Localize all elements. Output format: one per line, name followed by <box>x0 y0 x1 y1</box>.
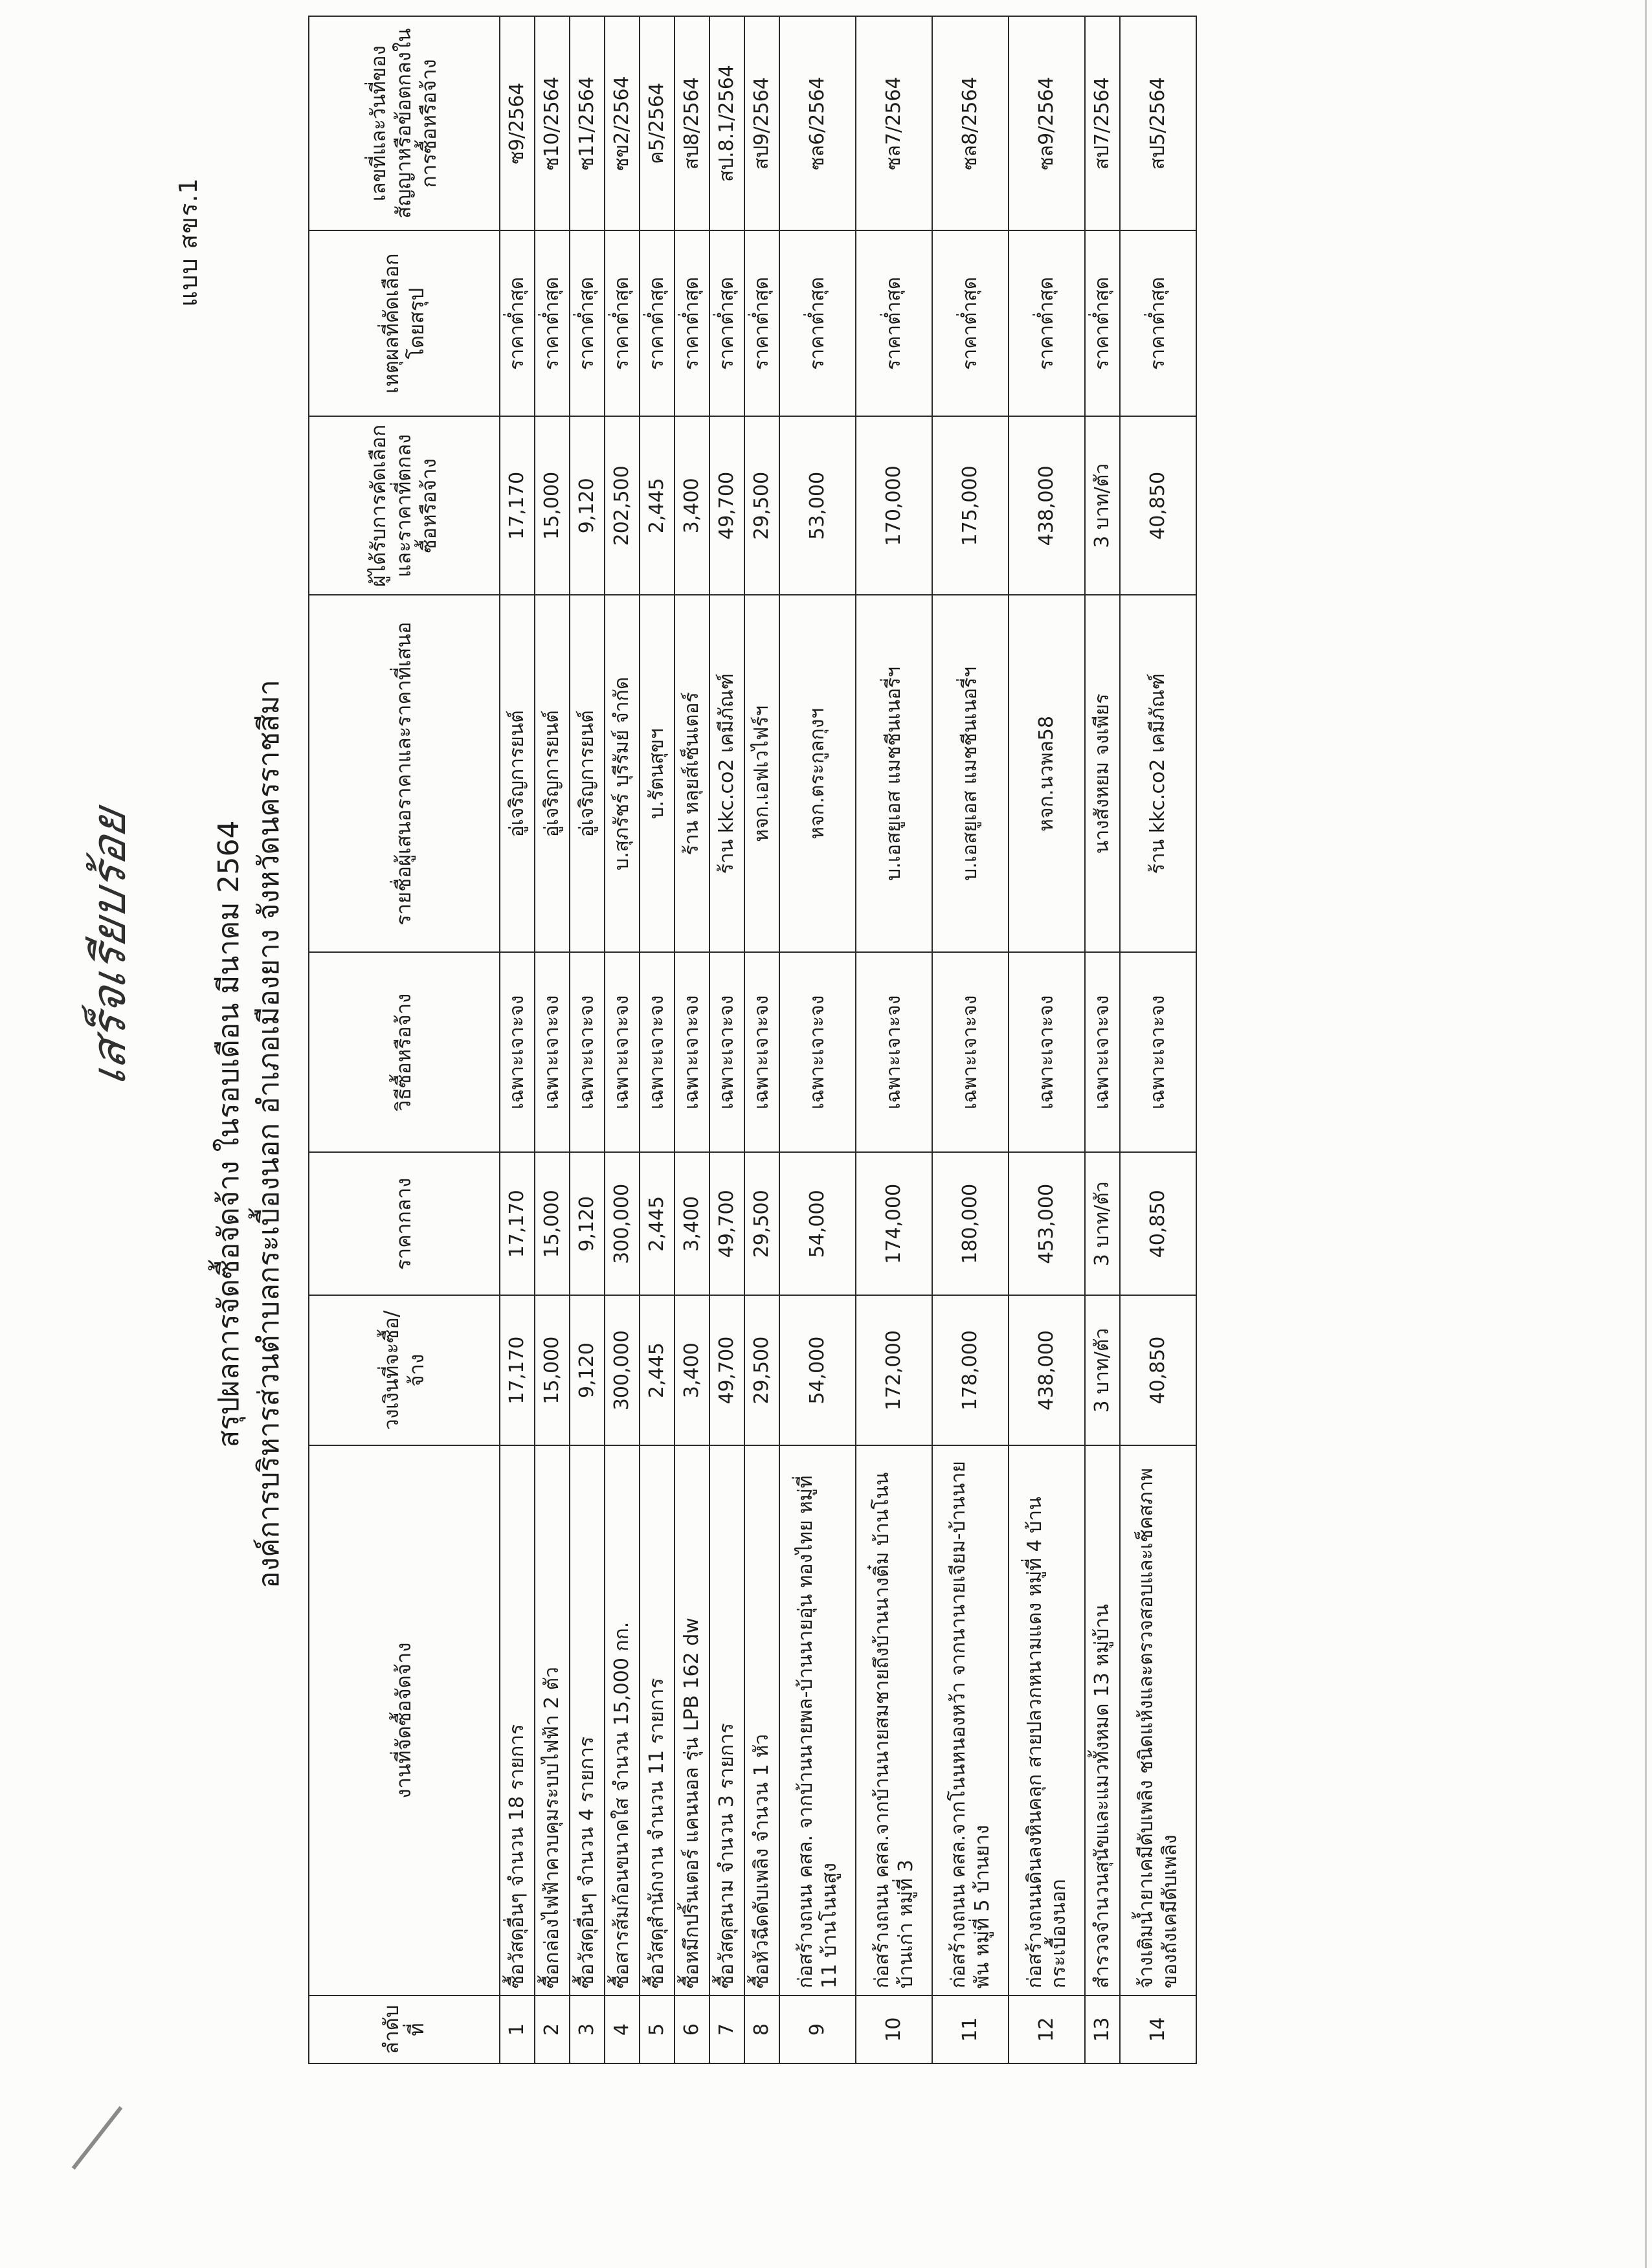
cell-bidders: บ.เอสยูเอส แมชชีนเนอรี่ฯ <box>856 595 932 952</box>
cell-bidders: ร้าน kkc.co2 เคมีภัณฑ์ <box>1120 595 1196 952</box>
cell-no: 2 <box>535 1996 570 2063</box>
handwritten-note: เสร็จเรียบร้อย <box>82 803 136 1089</box>
cell-winner: 175,000 <box>932 416 1009 595</box>
cell-winner: 438,000 <box>1009 416 1085 595</box>
cell-no: 8 <box>744 1996 779 2063</box>
cell-reason: ราคาต่ำสุด <box>856 230 932 416</box>
cell-no: 7 <box>709 1996 744 2063</box>
cell-method: เฉพาะเจาะจง <box>932 952 1009 1152</box>
table-row <box>744 16 779 2063</box>
cell-budget: 300,000 <box>605 1295 640 1445</box>
cell-reason: ราคาต่ำสุด <box>605 230 640 416</box>
cell-contract: สป9/2564 <box>744 16 779 230</box>
cell-bidders: ร้าน kkc.co2 เคมีภัณฑ์ <box>709 595 744 952</box>
cell-contract: ซข2/2564 <box>605 16 640 230</box>
cell-winner: 3,400 <box>675 416 709 595</box>
cell-item: จ้างเติมน้ำยาเคมีดับเพลิง ชนิดแห้งและตรวจสอบและเช็คสภาพของถังเคมีดับเพลิง <box>1120 1445 1196 1996</box>
cell-budget: 15,000 <box>535 1295 570 1445</box>
cell-contract: ค5/2564 <box>640 16 675 230</box>
cell-no: 9 <box>779 1996 856 2063</box>
table-row <box>675 16 709 2063</box>
cell-median: 17,170 <box>500 1152 535 1295</box>
cell-median: 54,000 <box>779 1152 856 1295</box>
cell-no: 11 <box>932 1996 1009 2063</box>
table-row <box>605 16 640 2063</box>
table-row <box>535 16 570 2063</box>
cell-no: 4 <box>605 1996 640 2063</box>
table-row <box>1009 16 1085 2063</box>
cell-reason: ราคาต่ำสุด <box>675 230 709 416</box>
cell-bidders: หจก.นวพล58 <box>1009 595 1085 952</box>
cell-method: เฉพาะเจาะจง <box>640 952 675 1152</box>
cell-no: 1 <box>500 1996 535 2063</box>
cell-method: เฉพาะเจาะจง <box>779 952 856 1152</box>
cell-budget: 172,000 <box>856 1295 932 1445</box>
cell-contract: ซล8/2564 <box>932 16 1009 230</box>
cell-median: 3 บาท/ตัว <box>1085 1152 1120 1295</box>
table-header-row <box>309 16 500 2063</box>
cell-median: 49,700 <box>709 1152 744 1295</box>
cell-winner: 49,700 <box>709 416 744 595</box>
cell-budget: 438,000 <box>1009 1295 1085 1445</box>
table-row <box>640 16 675 2063</box>
cell-contract: ซ11/2564 <box>570 16 605 230</box>
cell-contract: ซล7/2564 <box>856 16 932 230</box>
cell-item: ซื้อวัสดุอื่นๆ จำนวน 18 รายการ <box>500 1445 535 1996</box>
cell-contract: สป7/2564 <box>1085 16 1120 230</box>
cell-bidders: หจก.เอฟเวไฟร์ฯ <box>744 595 779 952</box>
cell-reason: ราคาต่ำสุด <box>1009 230 1085 416</box>
cell-method: เฉพาะเจาะจง <box>500 952 535 1152</box>
cell-winner: 3 บาท/ตัว <box>1085 416 1120 595</box>
cell-contract: ซล6/2564 <box>779 16 856 230</box>
cell-contract: สป.8.1/2564 <box>709 16 744 230</box>
cell-reason: ราคาต่ำสุด <box>932 230 1009 416</box>
cell-reason: ราคาต่ำสุด <box>744 230 779 416</box>
cell-reason: ราคาต่ำสุด <box>779 230 856 416</box>
cell-item: ก่อสร้างถนน คสล.จากบ้านนายสมชายถึงบ้านนางติ๋ม บ้านโนนบ้านเก่า หมู่ที่ 3 <box>856 1445 932 1996</box>
cell-winner: 202,500 <box>605 416 640 595</box>
cell-budget: 40,850 <box>1120 1295 1196 1445</box>
cell-budget: 3,400 <box>675 1295 709 1445</box>
cell-item: ซื้อวัสดุอื่นๆ จำนวน 4 รายการ <box>570 1445 605 1996</box>
cell-method: เฉพาะเจาะจง <box>570 952 605 1152</box>
header-item: งานที่จัดซื้อจัดจ้าง <box>309 1445 500 1996</box>
table-row <box>856 16 932 2063</box>
cell-winner: 40,850 <box>1120 416 1196 595</box>
cell-method: เฉพาะเจาะจง <box>605 952 640 1152</box>
cell-method: เฉพาะเจาะจง <box>1009 952 1085 1152</box>
cell-no: 5 <box>640 1996 675 2063</box>
header-method: วิธีซื้อหรือจ้าง <box>309 952 500 1152</box>
document-title: สรุปผลการจัดซื้อจัดจ้าง ในรอบเดือน มีนาคม 2564 <box>212 820 245 1448</box>
cell-reason: ราคาต่ำสุด <box>535 230 570 416</box>
cell-item: ซื้อวัสดุสนาม จำนวน 3 รายการ <box>709 1445 744 1996</box>
cell-item: ซื้อสารส้มก้อนขนาดใส จำนวน 15,000 กก. <box>605 1445 640 1996</box>
cell-winner: 29,500 <box>744 416 779 595</box>
cell-budget: 17,170 <box>500 1295 535 1445</box>
cell-bidders: อู่เจริญการยนต์ <box>535 595 570 952</box>
cell-bidders: บ.รัตนสุขฯ <box>640 595 675 952</box>
cell-median: 180,000 <box>932 1152 1009 1295</box>
cell-item: ก่อสร้างถนน คสล.จากโนนหนองหว้า จากนานายเจียม-บ้านนายพัน หมู่ที่ 5 บ้านยาง <box>932 1445 1009 1996</box>
cell-winner: 15,000 <box>535 416 570 595</box>
cell-method: เฉพาะเจาะจง <box>535 952 570 1152</box>
cell-winner: 170,000 <box>856 416 932 595</box>
cell-item: ซื้อกล่องไฟฟ้าควบคุมระบบไฟฟ้า 2 ตัว <box>535 1445 570 1996</box>
cell-item: ก่อสร้างถนนดินลงหินคลุก สายปลวกหนามแดง หมู่ที่ 4 บ้านกระเบื้องนอก <box>1009 1445 1085 1996</box>
cell-winner: 17,170 <box>500 416 535 595</box>
cell-method: เฉพาะเจาะจง <box>675 952 709 1152</box>
cell-median: 300,000 <box>605 1152 640 1295</box>
cell-no: 6 <box>675 1996 709 2063</box>
header-reason: เหตุผลที่คัดเลือกโดยสรุป <box>309 230 500 416</box>
cell-bidders: บ.เอสยูเอส แมชชีนเนอรี่ฯ <box>932 595 1009 952</box>
cell-reason: ราคาต่ำสุด <box>709 230 744 416</box>
cell-bidders: อู่เจริญการยนต์ <box>500 595 535 952</box>
cell-no: 10 <box>856 1996 932 2063</box>
header-winner: ผู้ได้รับการคัดเลือกและราคาที่ตกลงซื้อหรือจ้าง <box>309 416 500 595</box>
cell-contract: ซล9/2564 <box>1009 16 1085 230</box>
cell-no: 3 <box>570 1996 605 2063</box>
cell-bidders: ร้าน หลุยส์เซ็นเตอร์ <box>675 595 709 952</box>
table-row <box>1120 16 1196 2063</box>
cell-median: 29,500 <box>744 1152 779 1295</box>
cell-contract: สป5/2564 <box>1120 16 1196 230</box>
procurement-table <box>308 16 1197 2064</box>
cell-median: 2,445 <box>640 1152 675 1295</box>
cell-contract: ซ10/2564 <box>535 16 570 230</box>
cell-budget: 3 บาท/ตัว <box>1085 1295 1120 1445</box>
cell-item: ซื้อหัวฉีดดับเพลิง จำนวน 1 หัว <box>744 1445 779 1996</box>
cell-bidders: บ.สุภรัชร์ บุรีรัมย์ จำกัด <box>605 595 640 952</box>
table-row <box>1085 16 1120 2063</box>
table-row <box>709 16 744 2063</box>
cell-item: สำรวจจำนวนสุนัขและแมวทั้งหมด 13 หมู่บ้าน <box>1085 1445 1120 1996</box>
form-code: แบบ สขร.1 <box>174 177 203 307</box>
table-row <box>932 16 1009 2063</box>
table-row <box>779 16 856 2063</box>
cell-median: 15,000 <box>535 1152 570 1295</box>
cell-winner: 2,445 <box>640 416 675 595</box>
cell-reason: ราคาต่ำสุด <box>640 230 675 416</box>
header-contract: เลขที่และวันที่ของสัญญาหรือข้อตกลงในการซื้อหรือจ้าง <box>309 16 500 230</box>
cell-no: 13 <box>1085 1996 1120 2063</box>
cell-item: ซื้อวัสดุสำนักงาน จำนวน 11 รายการ <box>640 1445 675 1996</box>
cell-method: เฉพาะเจาะจง <box>744 952 779 1152</box>
cell-budget: 49,700 <box>709 1295 744 1445</box>
cell-bidders: นางสังหยม จงเพียร <box>1085 595 1120 952</box>
cell-method: เฉพาะเจาะจง <box>856 952 932 1152</box>
header-no: ลำดับที่ <box>309 1996 500 2063</box>
cell-method: เฉพาะเจาะจง <box>1085 952 1120 1152</box>
cell-method: เฉพาะเจาะจง <box>1120 952 1196 1152</box>
header-bidders: รายชื่อผู้เสนอราคาและราคาที่เสนอ <box>309 595 500 952</box>
cell-budget: 178,000 <box>932 1295 1009 1445</box>
cell-contract: ซ9/2564 <box>500 16 535 230</box>
cell-budget: 54,000 <box>779 1295 856 1445</box>
cell-no: 14 <box>1120 1996 1196 2063</box>
cell-contract: สป8/2564 <box>675 16 709 230</box>
cell-budget: 9,120 <box>570 1295 605 1445</box>
cell-method: เฉพาะเจาะจง <box>709 952 744 1152</box>
cell-reason: ราคาต่ำสุด <box>1085 230 1120 416</box>
cell-bidders: อู่เจริญการยนต์ <box>570 595 605 952</box>
header-budget: วงเงินที่จะซื้อ/จ้าง <box>309 1295 500 1445</box>
cell-reason: ราคาต่ำสุด <box>500 230 535 416</box>
cell-item: ก่อสร้างถนน คสล. จากบ้านนายพล-บ้านนายอุ่น ทองไทย หมู่ที่ 11 บ้านโนนสูง <box>779 1445 856 1996</box>
cell-reason: ราคาต่ำสุด <box>570 230 605 416</box>
cell-reason: ราคาต่ำสุด <box>1120 230 1196 416</box>
cell-winner: 9,120 <box>570 416 605 595</box>
cell-budget: 29,500 <box>744 1295 779 1445</box>
cell-budget: 2,445 <box>640 1295 675 1445</box>
cell-median: 453,000 <box>1009 1152 1085 1295</box>
cell-median: 9,120 <box>570 1152 605 1295</box>
table-row <box>570 16 605 2063</box>
header-median: ราคากลาง <box>309 1152 500 1295</box>
table-body <box>500 16 1196 2063</box>
cell-median: 3,400 <box>675 1152 709 1295</box>
cell-item: ซื้อหมึกปริ้นเตอร์ แคนนอล รุ่น LPB 162 dw <box>675 1445 709 1996</box>
cell-median: 174,000 <box>856 1152 932 1295</box>
cell-no: 12 <box>1009 1996 1085 2063</box>
cell-bidders: หจก.ตระกูลกุงฯ <box>779 595 856 952</box>
cell-winner: 53,000 <box>779 416 856 595</box>
table-row <box>500 16 535 2063</box>
cell-median: 40,850 <box>1120 1152 1196 1295</box>
document-subtitle: องค์การบริหารส่วนตำบลกระเบื้องนอก อำเภอเมืองยาง จังหวัดนครราชสีมา <box>252 680 285 1588</box>
